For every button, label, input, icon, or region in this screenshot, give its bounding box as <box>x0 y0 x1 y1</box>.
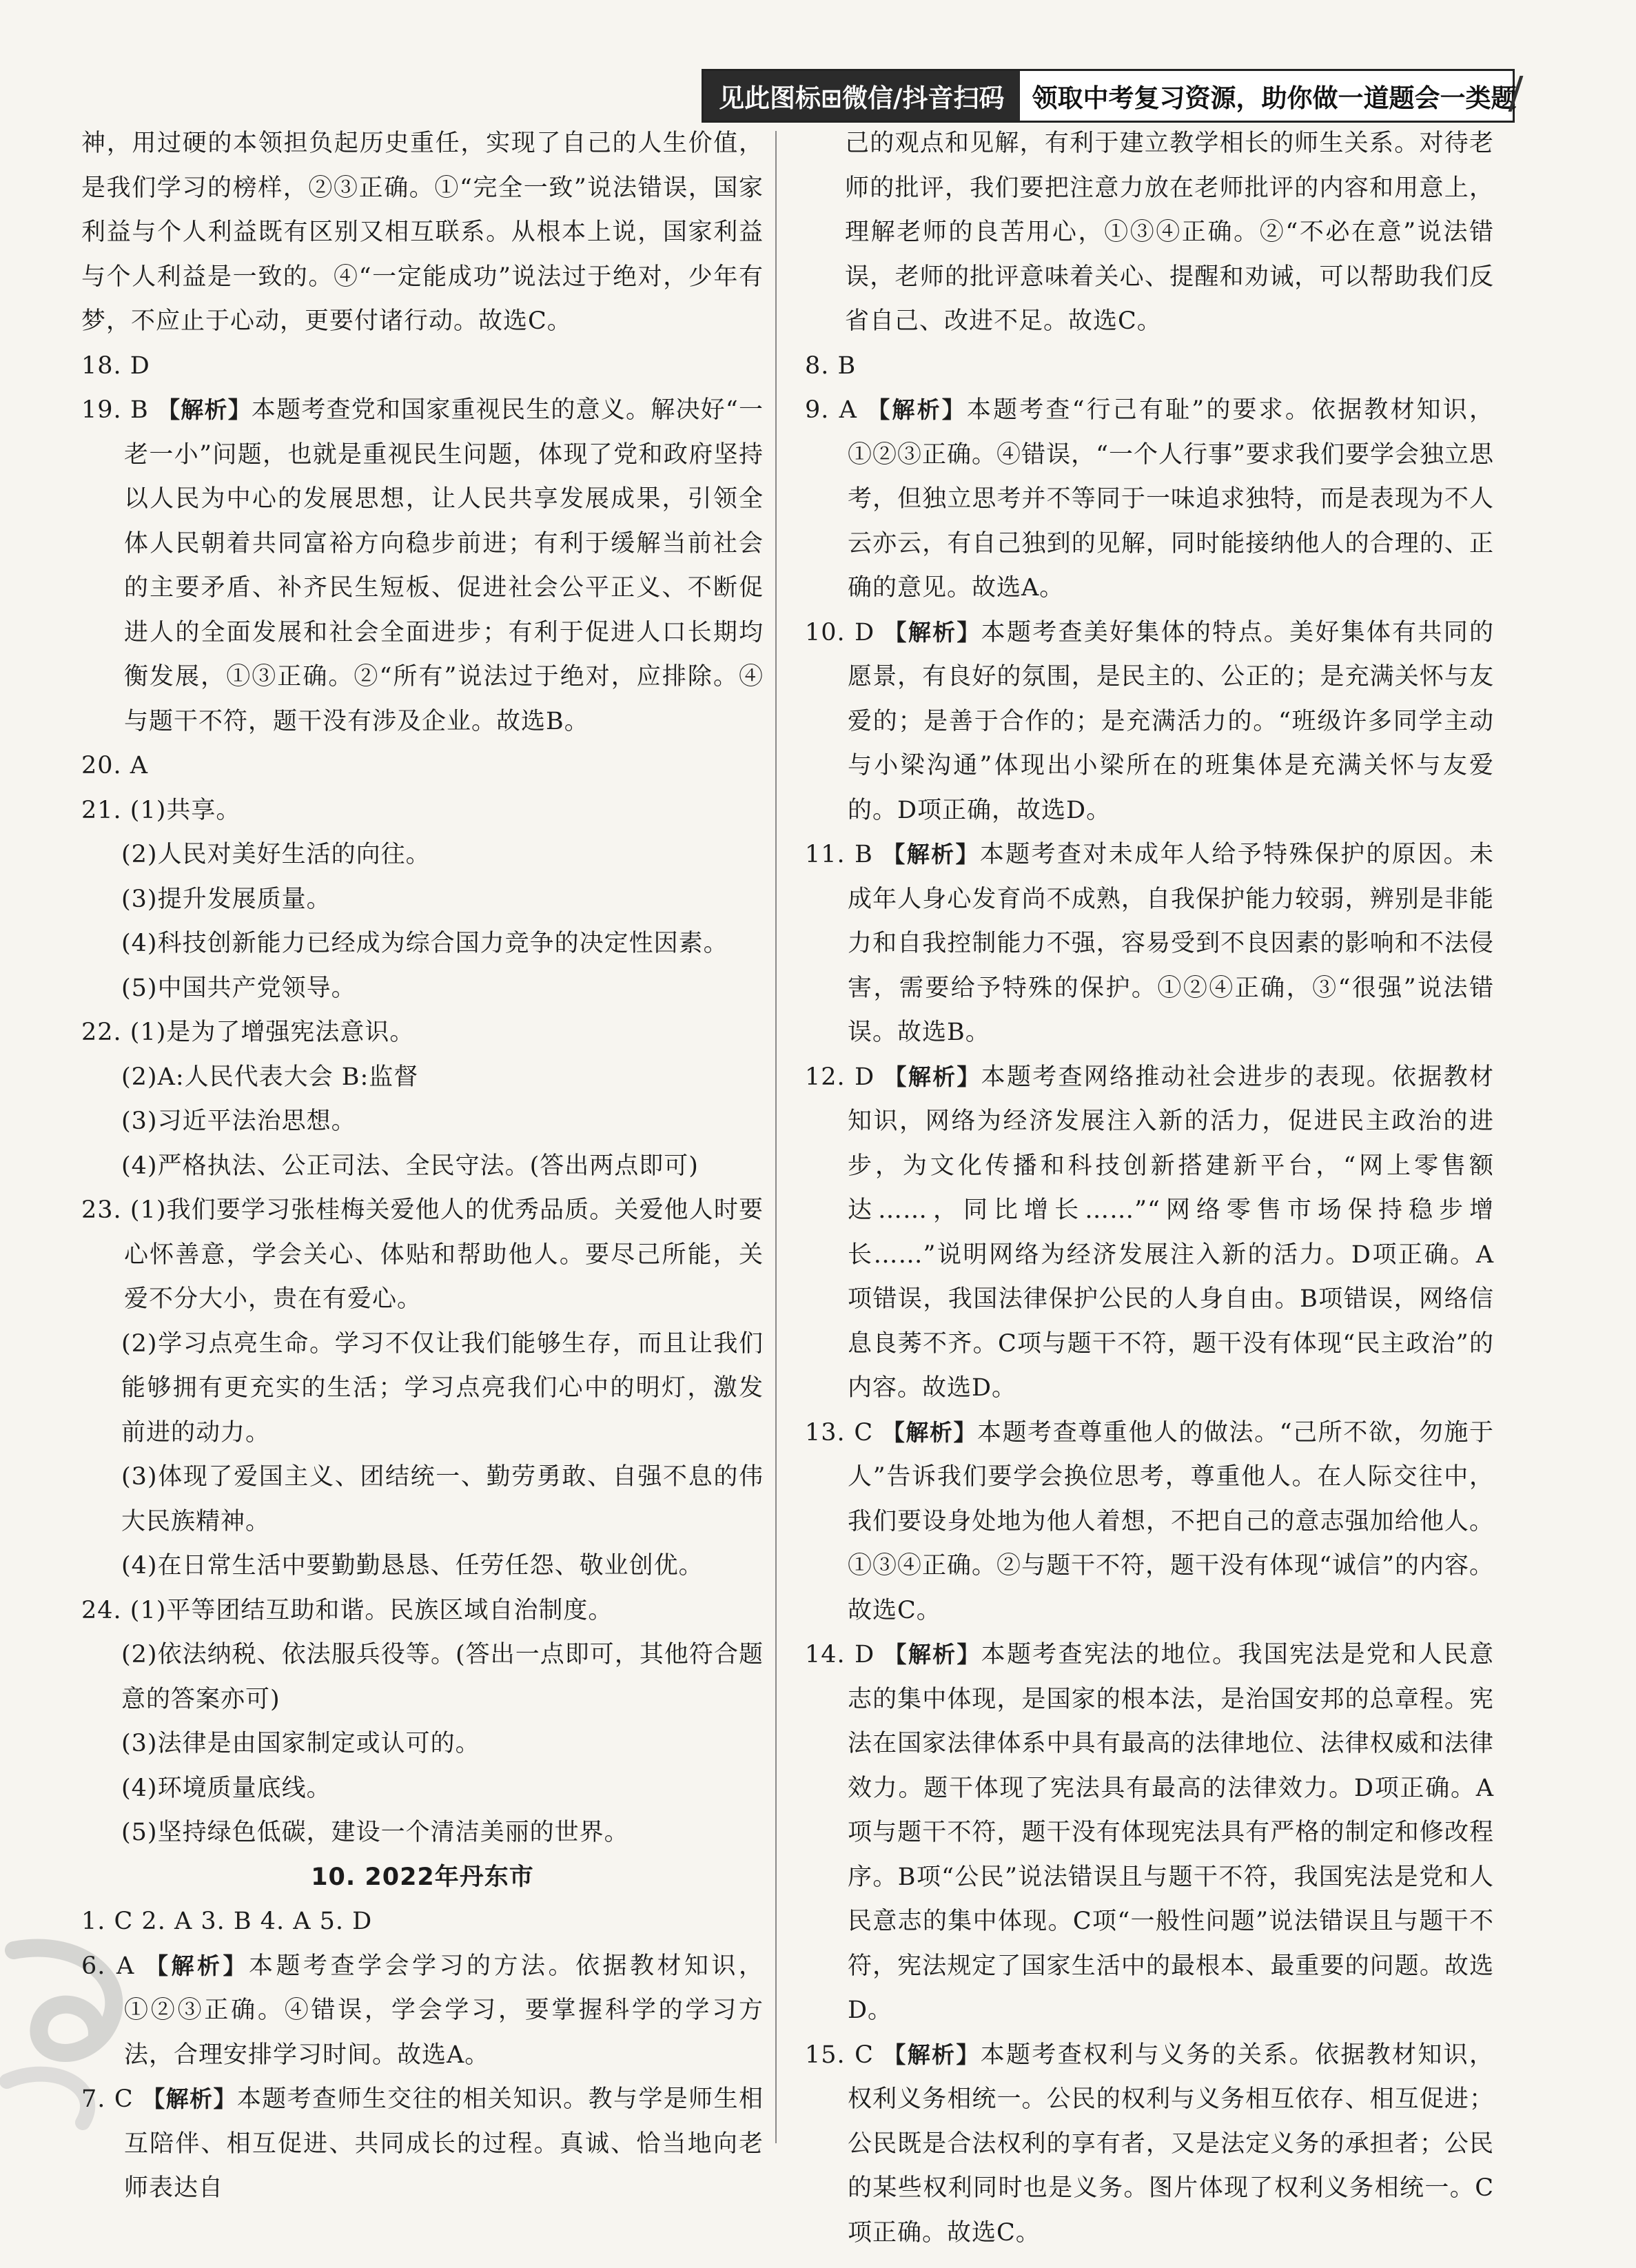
answer-explanation: 本题考查网络推动社会进步的表现。依据教材知识，网络为经济发展注入新的活力，促进民主政治的进步，为文化传播和科技创新搭建新平台，“网上零售额达……，同比增长……”“网络零售市场保持稳步增长……”说明网络为经济发展注入新的活力。D项正确。A项错误，我国法律保护公民的人身自由。B项错误，网络信息良莠不齐。C项与题干不符，题干没有体现“民主政治”的内容。故选D。 <box>848 1063 1494 1402</box>
answer-item <box>805 1633 1494 2033</box>
answer-item <box>81 2077 764 2211</box>
analysis-tag: 【解析】 <box>883 1063 981 1090</box>
right-column <box>805 121 1494 2255</box>
analysis-tag: 【解析】 <box>883 618 981 646</box>
answer-number: 9. A <box>805 396 857 424</box>
answer-item <box>81 1944 764 2078</box>
answer-line: 21. (1)共享。 <box>81 796 241 824</box>
answer-subitem: (4)科技创新能力已经成为综合国力竞争的决定性因素。 <box>121 930 728 957</box>
answer-item: 23. (1)我们要学习张桂梅关爱他人的优秀品质。关爱他人时要心怀善意，学会关心、体贴和帮助他人。要尽己所能，关爱不分大小，贵在有爱心。 <box>81 1196 764 1313</box>
answer-explanation: 本题考查师生交往的相关知识。教与学是师生相互陪伴、相互促进、共同成长的过程。真诚、恰当地向老师表达自 <box>124 2085 764 2202</box>
answer-line: 22. (1)是为了增强宪法意识。 <box>81 1019 415 1046</box>
banner-promo-text: 领取中考复习资源，助你做一道题会一类题 <box>1032 83 1517 113</box>
analysis-tag: 【解析】 <box>142 2085 237 2112</box>
answer-line: 20. A <box>81 752 149 779</box>
answer-line: 1. C 2. A 3. B 4. A 5. D <box>81 1908 373 1935</box>
analysis-tag: 【解析】 <box>145 1952 249 1979</box>
answer-item <box>805 832 1494 1055</box>
answer-item <box>805 611 1494 833</box>
answer-subitem: (3)习近平法治思想。 <box>121 1107 356 1135</box>
analysis-tag: 【解析】 <box>867 396 967 423</box>
answer-item <box>805 388 1494 611</box>
scan-banner <box>702 69 1515 123</box>
answer-explanation: 本题考查宪法的地位。我国宪法是党和人民意志的集中体现，是国家的根本法，是治国安邦的总章程。宪法在国家法律体系中具有最高的法律地位、法律权威和法律效力。题干体现了宪法具有最高的法律效力。D项正确。A项与题干不符，题干没有体现宪法具有严格的制定和修改程序。B项“公民”说法错误且与题干不符，我国宪法是党和人民意志的集中体现。C项“一般性问题”说法错误且与题干不符，宪法规定了国家生活中的最根本、最重要的问题。故选D。 <box>848 1641 1494 2024</box>
analysis-tag: 【解析】 <box>883 2041 981 2068</box>
answer-subitem: (5)坚持绿色低碳，建设一个清洁美丽的世界。 <box>121 1819 629 1846</box>
answer-line: 18. D <box>81 351 150 380</box>
answer-item <box>805 1411 1494 1633</box>
analysis-tag: 【解析】 <box>157 396 252 423</box>
answer-explanation: 本题考查“行己有耻”的要求。依据教材知识，①②③正确。④错误，“一个人行事”要求我们要学会独立思考，但独立思考并不等同于一味追求独特，而是表现为不人云亦云，有自己独到的见解，同时能接纳他人的合理的、正确的意见。故选A。 <box>848 396 1494 602</box>
answer-item <box>805 2033 1494 2256</box>
answer-item <box>81 388 764 744</box>
answer-number: 10. D <box>805 618 875 646</box>
answer-explanation: 本题考查美好集体的特点。美好集体有共同的愿景，有良好的氛围，是民主的、公正的；是充满关怀与友爱的；是善于合作的；是充满活力的。“班级许多同学主动与小梁沟通”体现出小梁所在的班集体是充满关怀与友爱的。D项正确，故选D。 <box>848 618 1494 824</box>
answer-subitem: (3)法律是由国家制定或认可的。 <box>121 1730 480 1757</box>
answer-subitem: (2)A:人民代表大会 B:监督 <box>121 1063 419 1091</box>
answer-number: 6. A <box>81 1952 135 1980</box>
answer-number: 14. D <box>805 1641 875 1668</box>
answer-subitem: (3)提升发展质量。 <box>121 885 331 913</box>
answer-explanation: 本题考查学会学习的方法。依据教材知识，①②③正确。④错误，学会学习，要掌握科学的学习方法，合理安排学习时间。故选A。 <box>124 1952 764 2069</box>
answer-subitem: 己的观点和见解，有利于建立教学相长的师生关系。对待老师的批评，我们要把注意力放在老师批评的内容和用意上，理解老师的良苦用心，①③④正确。②“不必在意”说法错误，老师的批评意味着关心、提醒和劝诫，可以帮助我们反省自己、改进不足。故选C。 <box>845 130 1494 335</box>
answer-number: 15. C <box>805 2041 874 2069</box>
answer-subitem: (5)中国共产党领导。 <box>121 974 356 1002</box>
answer-line: 8. B <box>805 351 857 380</box>
answer-explanation: 本题考查尊重他人的做法。“己所不欲，勿施于人”告诉我们要学会换位思考，尊重他人。在人际交往中，我们要设身处地为他人着想，不把自己的意志强加给他人。①③④正确。②与题干不符，题干没有体现“诚信”的内容。故选C。 <box>848 1418 1494 1624</box>
answer-number: 12. D <box>805 1063 875 1091</box>
column-divider <box>775 131 777 2143</box>
answer-number: 19. B <box>81 396 149 424</box>
answer-explanation: 本题考查党和国家重视民生的意义。解决好“一老一小”问题，也就是重视民生问题，体现了党和政府坚持以人民为中心的发展思想，让人民共享发展成果，引领全体人民朝着共同富裕方向稳步前进；有利于缓解当前社会的主要矛盾、补齐民生短板、促进社会公平正义、不断促进人的全面发展和社会全面进步；有利于促进人口长期均衡发展，①③正确。②“所有”说法过于绝对，应排除。④与题干不符，题干没有涉及企业。故选B。 <box>124 396 764 735</box>
answer-explanation: 本题考查权利与义务的关系。依据教材知识，权利义务相统一。公民的权利与义务相互依存、相互促进；公民既是合法权利的享有者，又是法定义务的承担者；公民的某些权利同时也是义务。图片体现了权利义务相统一。C项正确。故选C。 <box>848 2041 1494 2247</box>
answer-number: 11. B <box>805 841 873 868</box>
answer-subitem: (2)学习点亮生命。学习不仅让我们能够生存，而且让我们能够拥有更充实的生活；学习点亮我们心中的明灯，激发前进的动力。 <box>121 1329 764 1447</box>
answer-subitem: (2)依法纳税、依法服兵役等。(答出一点即可，其他符合题意的答案亦可) <box>121 1641 764 1713</box>
analysis-tag: 【解析】 <box>881 1418 978 1446</box>
answer-subitem: (4)环境质量底线。 <box>121 1774 331 1802</box>
answer-number: 7. C <box>81 2085 134 2113</box>
answer-line: 24. (1)平等团结互助和谐。民族区域自治制度。 <box>81 1596 613 1624</box>
answer-subitem: (4)严格执法、公正司法、全民守法。(答出两点即可) <box>121 1152 699 1180</box>
banner-scan-label: 见此图标⊞微信/抖音扫码 <box>704 71 1020 121</box>
answer-explanation: 本题考查对未成年人给予特殊保护的原因。未成年人身心发育尚不成熟，自我保护能力较弱，辨别是非能力和自我控制能力不强，容易受到不良因素的影响和不法侵害，需要给予特殊的保护。①②④正确，③“很强”说法错误。故选B。 <box>848 841 1494 1046</box>
answer-subitem: (4)在日常生活中要勤勤恳恳、任劳任怨、敬业创优。 <box>121 1552 704 1580</box>
answer-item <box>805 1055 1494 1411</box>
answer-subitem: (2)人民对美好生活的向往。 <box>121 841 431 868</box>
answer-subitem: (3)体现了爱国主义、团结统一、勤劳勇敢、自强不息的伟大民族精神。 <box>121 1463 764 1535</box>
analysis-tag: 【解析】 <box>882 841 980 868</box>
answer-line: 神，用过硬的本领担负起历史重任，实现了自己的人生价值，是我们学习的榜样，②③正确。①“完全一致”说法错误，国家利益与个人利益既有区别又相互联系。从根本上说，国家利益与个人利益是一致的。④“一定能成功”说法过于绝对，少年有梦，不应止于心动，更要付诸行动。故选C。 <box>81 130 764 335</box>
analysis-tag: 【解析】 <box>883 1641 981 1668</box>
left-column <box>81 121 764 2211</box>
answer-number: 13. C <box>805 1418 874 1447</box>
section-title: 10. 2022年丹东市 <box>311 1863 534 1891</box>
